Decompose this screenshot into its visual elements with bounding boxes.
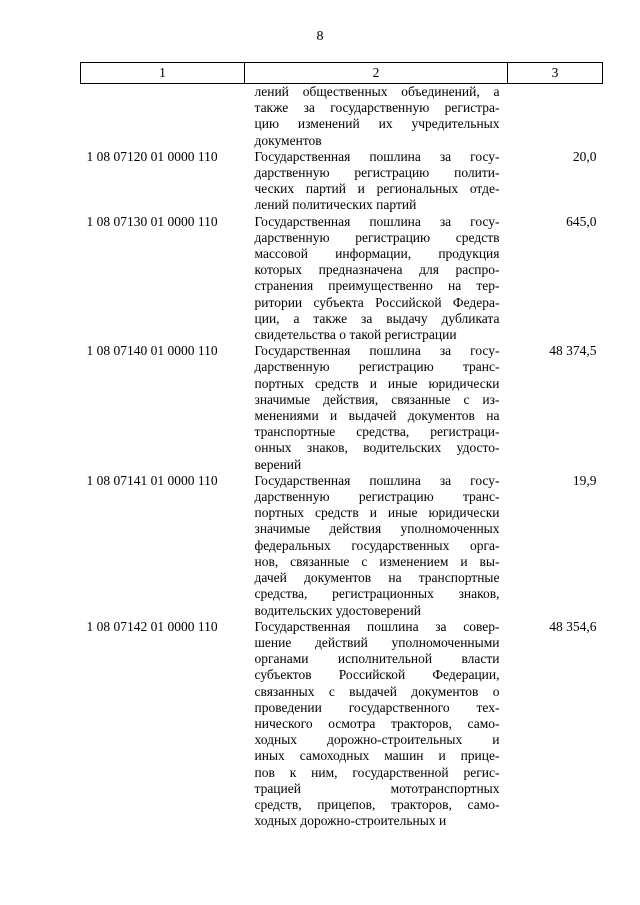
amount-value: 645,0 [566,213,597,229]
description-line: нов, связанные с изменением и вы- [254,553,500,569]
revenue-description [245,343,508,473]
description-line: дарственную регистрацию средств [254,229,500,245]
description-line: значимые действия, связанные с из- [254,391,500,407]
description-line: связанных с выдачей документов о [254,683,500,699]
description-line: субъектов Российской Федерации, [254,667,500,683]
description-line: онных знаков, водительских удосто- [254,440,500,456]
description-line: массовой информации, продукция [254,246,500,262]
description-line: дарственную регистрацию транс- [254,359,500,375]
description-line: шение действий уполномоченными [254,634,500,650]
description-line: средств, прицепов, тракторов, само- [254,796,500,812]
revenue-description [245,619,508,830]
description-line: дарственную регистрацию полити- [254,165,500,181]
description-line: проведении государственного тех- [254,699,500,715]
description-line: федеральных государственных орга- [254,537,500,553]
description-line: также за государственную регистра- [254,100,500,116]
description-line: Государственная пошлина за госу- [254,472,500,488]
table-row [81,343,603,473]
amount-value [508,84,603,149]
description-line: дарственную регистрацию транс- [254,489,500,505]
table-row [81,214,603,344]
description-line: дачей документов на транспортные [254,570,500,586]
amount-value: 20,0 [572,148,597,164]
description-line: Государственная пошлина за госу- [254,343,500,359]
revenue-code: 1 08 07141 01 0000 110 [86,472,218,488]
description-line: цию изменений их учредительных [254,116,500,132]
column-header-1: 1 [81,63,245,84]
revenue-code [81,84,245,149]
description-line: ритории субъекта Российской Федера- [254,294,500,310]
description-line: трацией мототранспортных [254,780,500,796]
description-line: лений общественных объединений, а [254,84,500,99]
amount-value: 19,9 [572,472,597,488]
table-row [81,84,603,149]
description-line: нического осмотра тракторов, само- [254,715,500,731]
description-line: значимые действия уполномоченных [254,521,500,537]
description-line: портных средств и иные юридически [254,375,500,391]
description-line: средства, регистрационных знаков, [254,586,500,602]
description-line: которых предназначена для распро- [254,262,500,278]
description-line: странения преимущественно на тер- [254,278,500,294]
revenue-description [245,473,508,619]
description-line: лений политических партий [254,197,417,213]
page-number: 8 [316,29,324,44]
amount-value: 48 354,6 [549,618,597,634]
description-line: ции, а также за выдачу дубликата [254,310,500,326]
revenue-code: 1 08 07120 01 0000 110 [86,148,218,164]
revenue-code: 1 08 07142 01 0000 110 [86,618,218,634]
description-line: органами исполнительной власти [254,651,500,667]
description-line: портных средств и иные юридически [254,505,500,521]
description-line: верений [254,456,302,472]
revenue-description [245,84,508,149]
description-line: ходных дорожно-строительных и [254,732,500,748]
description-line: иных самоходных машин и прице- [254,748,500,764]
description-line: пов к ним, государственной регис- [254,764,500,780]
revenue-description [245,149,508,214]
description-line: транспортные средства, регистраци- [254,424,500,440]
table-body [81,84,603,830]
budget-table [80,62,603,829]
description-line: документов [254,132,322,148]
description-line: ческих партий и региональных отде- [254,181,500,197]
description-line: свидетельства о такой регистрации [254,327,457,343]
description-line: Государственная пошлина за совер- [254,618,500,634]
revenue-description [245,214,508,344]
table-row [81,619,603,830]
description-line: Государственная пошлина за госу- [254,148,500,164]
column-header-2: 2 [245,63,508,84]
description-line: менениями и выдачей документов на [254,408,500,424]
table-row [81,149,603,214]
table-header-row [81,63,603,84]
revenue-code: 1 08 07140 01 0000 110 [86,343,218,359]
description-line: Государственная пошлина за госу- [254,213,500,229]
revenue-code: 1 08 07130 01 0000 110 [86,213,218,229]
column-header-3: 3 [508,63,603,84]
description-line: ходных дорожно-строительных и [254,813,447,829]
amount-value: 48 374,5 [549,343,597,359]
table-row [81,473,603,619]
description-line: водительских удостоверений [254,602,421,618]
